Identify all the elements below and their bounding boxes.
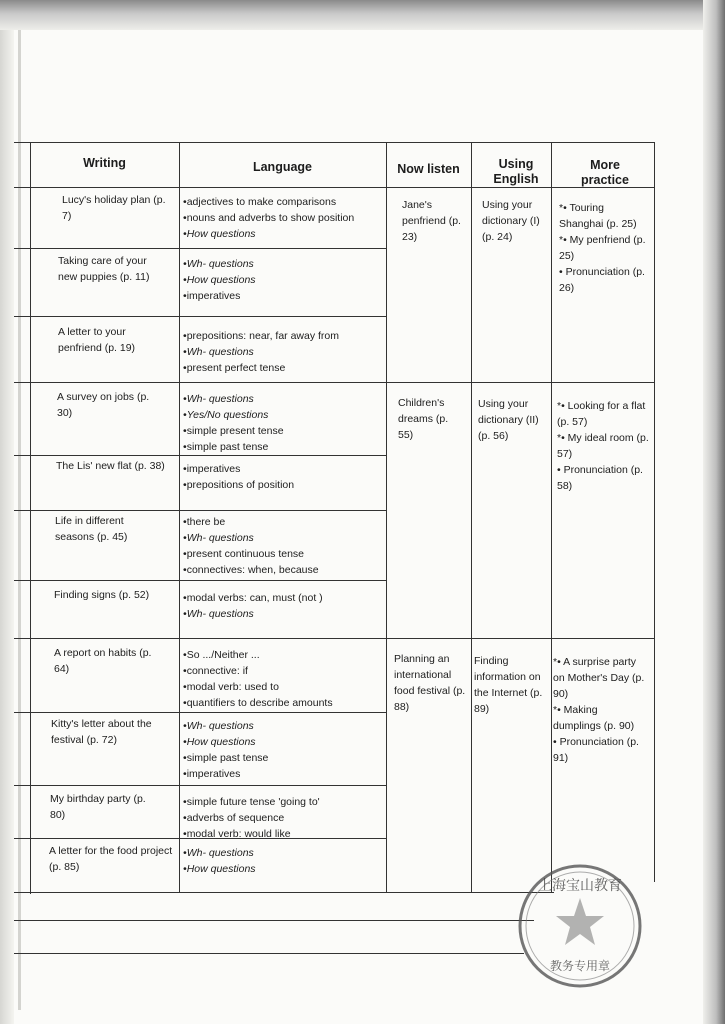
header-language: Language bbox=[252, 160, 313, 174]
writing-cell: A survey on jobs (p. 30) bbox=[57, 391, 150, 419]
writing-cell: Life in different seasons (p. 45) bbox=[55, 515, 128, 543]
writing-cell: The Lis' new flat (p. 38) bbox=[56, 460, 165, 472]
seal-stamp-icon bbox=[514, 860, 646, 992]
header-using-english: Using English bbox=[493, 157, 539, 186]
language-cell: • imperatives • prepositions of position bbox=[183, 461, 383, 493]
more-practice-cell: *• Looking for a flat (p. 57) *• My ideal room (p. 57) • Pronunciation (p. 58) bbox=[557, 400, 649, 492]
now-listen-cell: Planning an international food festival (p. 88) bbox=[394, 653, 466, 713]
writing-cell: A letter for the food project (p. 85) bbox=[49, 845, 173, 873]
svg-text:上海宝山教育: 上海宝山教育 bbox=[538, 878, 622, 894]
header-now-listen: Now listen bbox=[397, 162, 460, 176]
writing-cell: A letter to your penfriend (p. 19) bbox=[58, 326, 136, 354]
language-cell: • simple future tense 'going to' • adverbs of sequence • modal verb: would like bbox=[183, 794, 383, 842]
writing-cell: Lucy's holiday plan (p. 7) bbox=[62, 194, 166, 222]
language-cell: • modal verbs: can, must (not ) • Wh- questions bbox=[183, 590, 383, 622]
more-practice-cell: *• Touring Shanghai (p. 25) *• My penfriend (p. 25) • Pronunciation (p. 26) bbox=[559, 202, 646, 294]
writing-cell: A report on habits (p. 64) bbox=[54, 647, 152, 675]
using-english-cell: Using your dictionary (II) (p. 56) bbox=[478, 398, 539, 442]
more-practice-cell: *• A surprise party on Mother's Day (p. 90) *• Making dumplings (p. 90) • Pronunciation (p. 91) bbox=[553, 656, 645, 764]
language-cell: • prepositions: near, far away from • Wh- questions • present perfect tense bbox=[183, 328, 383, 376]
scan-top-shadow bbox=[0, 0, 725, 30]
using-english-cell: Finding information on the Internet (p. 89) bbox=[474, 655, 543, 715]
writing-cell: Taking care of your new puppies (p. 11) bbox=[58, 255, 150, 283]
now-listen-cell: Children's dreams (p. 55) bbox=[398, 397, 449, 441]
now-listen-cell: Jane's penfriend (p. 23) bbox=[402, 199, 461, 243]
language-cell: • there be • Wh- questions • present continuous tense • connectives: when, because bbox=[183, 514, 383, 578]
page-binding-edge bbox=[703, 0, 725, 1024]
language-cell: • Wh- questions • How questions bbox=[183, 845, 383, 877]
language-cell: • adjectives to make comparisons • nouns and adverbs to show position • How questions bbox=[183, 194, 383, 242]
writing-cell: Finding signs (p. 52) bbox=[54, 589, 150, 601]
language-cell: • So .../Neither ... • connective: if • modal verb: used to • quantifiers to describe amounts bbox=[183, 647, 383, 711]
svg-text:教务专用章: 教务专用章 bbox=[549, 959, 611, 973]
header-more-practice: More practice bbox=[581, 158, 629, 187]
using-english-cell: Using your dictionary (I) (p. 24) bbox=[482, 199, 540, 243]
header-writing: Writing bbox=[83, 156, 126, 170]
page-left-edge bbox=[0, 0, 14, 1024]
writing-cell: My birthday party (p. 80) bbox=[50, 793, 146, 821]
writing-cell: Kitty's letter about the festival (p. 72) bbox=[51, 718, 152, 746]
language-cell: • Wh- questions • How questions • imperatives bbox=[183, 256, 383, 304]
language-cell: • Wh- questions • How questions • simple past tense • imperatives bbox=[183, 718, 383, 782]
language-cell: • Wh- questions • Yes/No questions • simple present tense • simple past tense bbox=[183, 391, 383, 455]
